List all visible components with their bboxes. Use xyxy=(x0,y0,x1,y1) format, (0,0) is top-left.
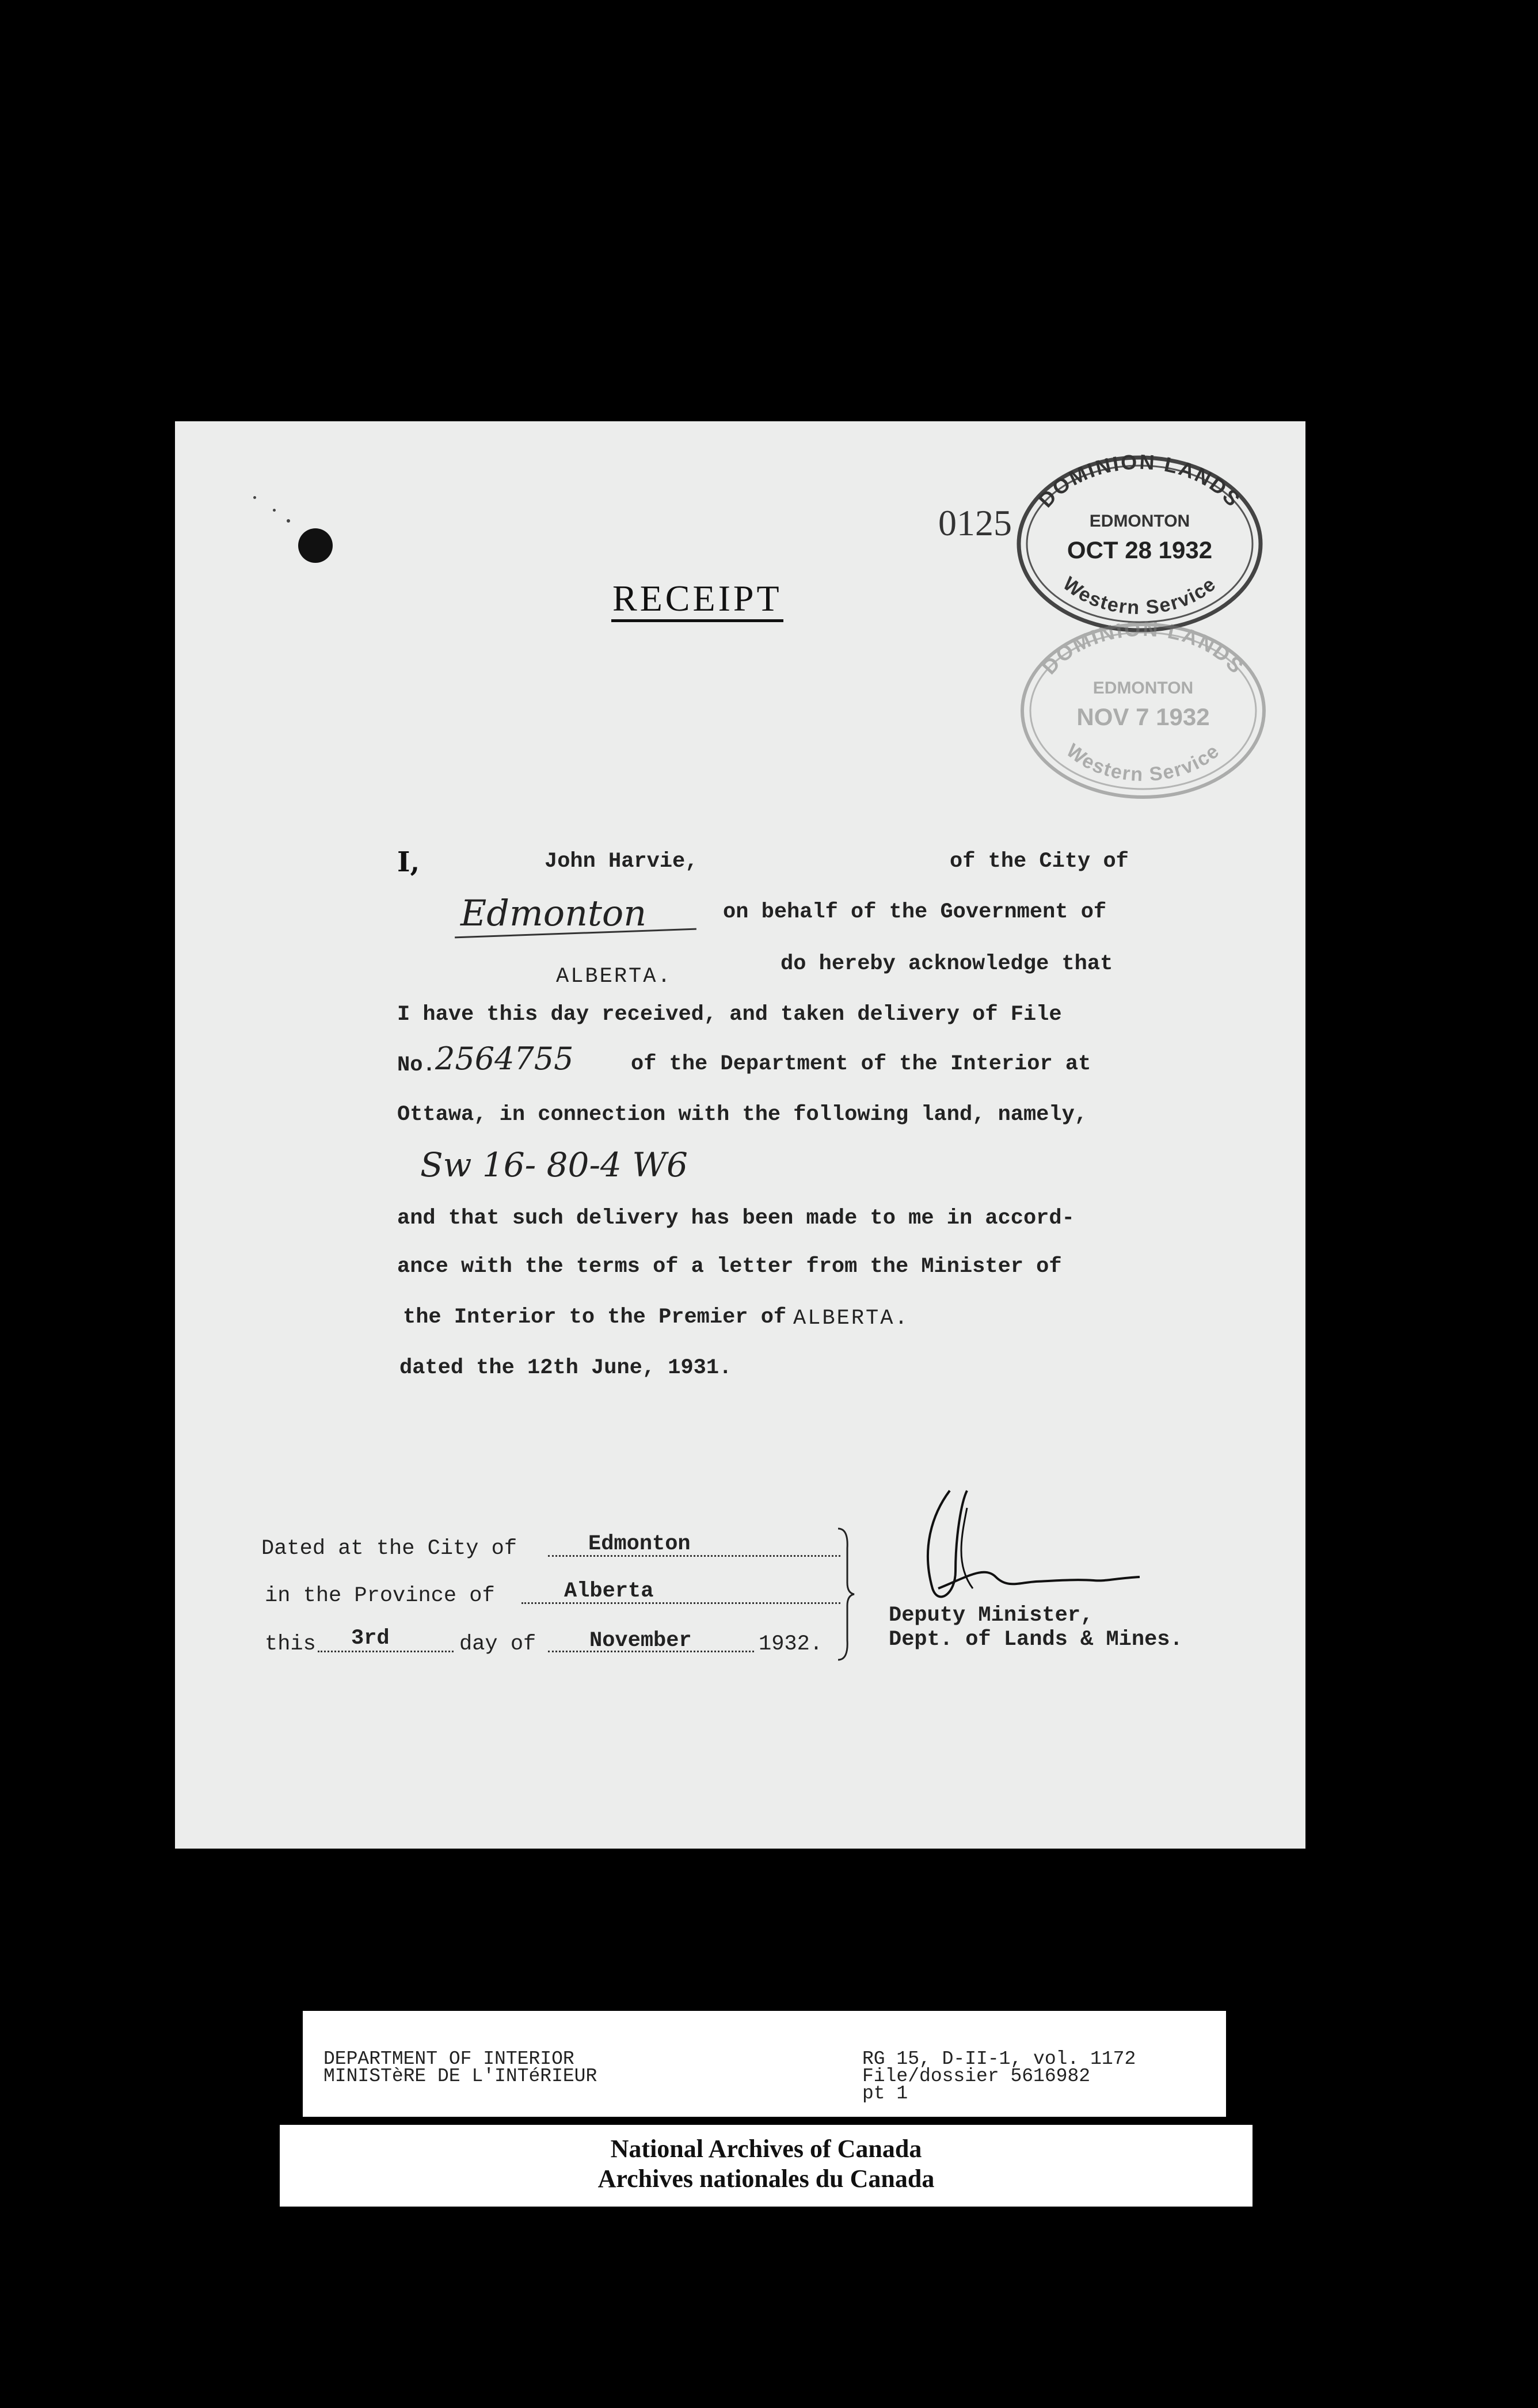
body-line-4: I have this day received, and taken delivery of File xyxy=(397,1003,1062,1027)
speck xyxy=(273,509,276,512)
punch-hole xyxy=(298,528,333,563)
stamp-1-bottom: Western Service xyxy=(1059,573,1221,619)
handwritten-file-number: 2564755 xyxy=(435,1041,574,1077)
handwritten-city: Edmonton xyxy=(460,892,647,934)
body-line-9: the Interior to the Premier of xyxy=(403,1305,787,1329)
page-title: RECEIPT xyxy=(611,578,783,622)
stamp-2-date: NOV 7 1932 xyxy=(1076,703,1210,730)
body-line-5: of the Department of the Interior at xyxy=(631,1052,1091,1076)
dated-province-label: in the Province of xyxy=(265,1584,495,1608)
stamp-1-date: OCT 28 1932 xyxy=(1067,536,1213,563)
ref-file: File/dossier 5616982 xyxy=(862,2066,1091,2087)
province-text: ALBERTA. xyxy=(556,965,672,989)
initial-i: I, xyxy=(397,846,420,878)
archives-banner xyxy=(280,2125,1253,2207)
stamp-2-bottom: Western Service xyxy=(1062,740,1224,786)
bracket xyxy=(835,1525,858,1663)
speck xyxy=(253,496,256,499)
province-text-2: ALBERTA. xyxy=(793,1306,909,1331)
body-line-6: Ottawa, in connection with the following land, namely, xyxy=(397,1103,1087,1127)
dated-day-line xyxy=(318,1651,454,1652)
stamp-2-city: EDMONTON xyxy=(1092,679,1194,698)
body-line-2: on behalf of the Government of xyxy=(723,900,1107,924)
dept-fr: MINISTèRE DE L'INTéRIEUR xyxy=(323,2066,597,2087)
dated-this-label: this xyxy=(265,1632,316,1656)
dated-province-value: Alberta xyxy=(564,1579,654,1603)
dept-en: DEPARTMENT OF INTERIOR xyxy=(323,2048,574,2070)
dated-city-value: Edmonton xyxy=(588,1532,691,1556)
body-line-3: do hereby acknowledge that xyxy=(781,952,1113,976)
dated-year-value: 1932. xyxy=(759,1632,823,1656)
stamp-2-top: DOMINION LANDS xyxy=(1037,616,1250,679)
dated-city-label: Dated at the City of xyxy=(261,1537,517,1561)
svg-text:DOMINION LANDS xyxy=(1034,450,1246,512)
body-line-7: and that such delivery has been made to me in accord- xyxy=(397,1206,1075,1230)
handwritten-land: Sw 16- 80-4 W6 xyxy=(420,1145,688,1184)
ref-volume: RG 15, D-II-1, vol. 1172 xyxy=(862,2048,1136,2070)
body-line-8: ance with the terms of a letter from the Minister of xyxy=(397,1255,1062,1279)
signature xyxy=(898,1479,1151,1617)
archives-fr: Archives nationales du Canada xyxy=(597,2165,935,2193)
svg-text:DOMINION LANDS xyxy=(1037,617,1250,679)
signature-title-1: Deputy Minister, xyxy=(889,1603,1094,1628)
dominion-lands-stamp-1 xyxy=(1007,443,1272,639)
body-line-10: dated the 12th June, 1931. xyxy=(399,1356,732,1380)
dominion-lands-stamp-2 xyxy=(1011,610,1276,806)
archives-en: National Archives of Canada xyxy=(610,2135,922,2163)
archive-label xyxy=(303,2011,1226,2117)
stamp-1-top: DOMINION LANDS xyxy=(1033,449,1246,512)
city-prefix: of the City of xyxy=(950,849,1129,874)
stamp-number: 0125 xyxy=(938,502,1012,543)
ref-part: pt 1 xyxy=(862,2083,908,2104)
file-prefix: No. xyxy=(397,1053,436,1077)
dated-day-value: 3rd xyxy=(351,1626,390,1651)
dated-day-of-label: day of xyxy=(459,1632,536,1656)
stamp-1-city: EDMONTON xyxy=(1089,512,1190,531)
name-text: John Harvie, xyxy=(545,849,698,874)
signature-title-2: Dept. of Lands & Mines. xyxy=(889,1628,1183,1652)
speck xyxy=(287,519,290,523)
dated-month-value: November xyxy=(589,1629,692,1653)
